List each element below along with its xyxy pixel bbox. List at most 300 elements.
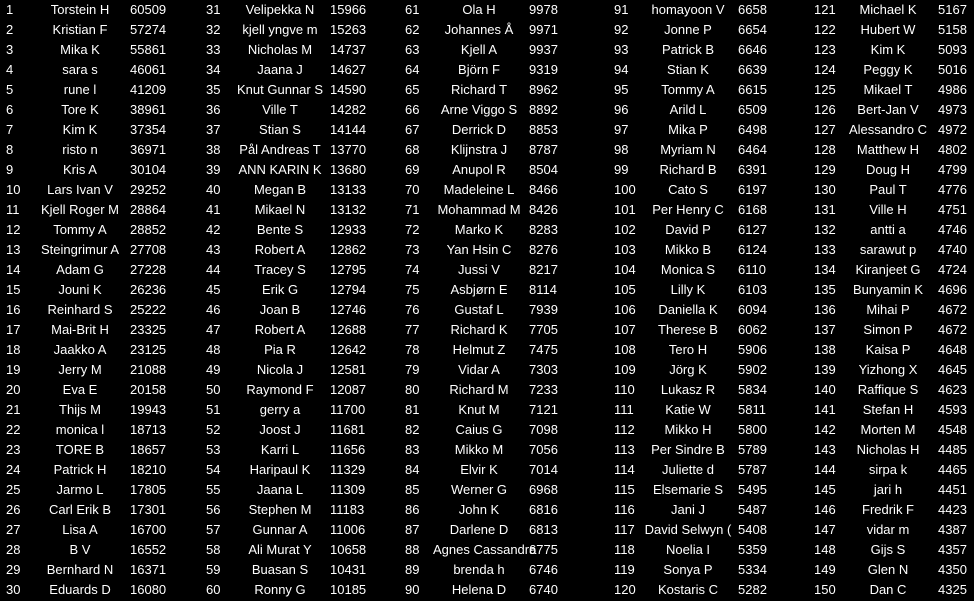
score-cell: 57274 bbox=[130, 22, 167, 37]
rank-cell: 150 bbox=[814, 582, 836, 597]
score-cell: 7475 bbox=[529, 342, 558, 357]
rank-cell: 128 bbox=[814, 142, 836, 157]
score-cell: 8962 bbox=[529, 82, 558, 97]
rank-cell: 93 bbox=[614, 42, 629, 57]
rank-cell: 100 bbox=[614, 182, 636, 197]
player-name-cell: Therese B bbox=[658, 322, 718, 337]
player-name-cell: Jaana L bbox=[256, 482, 304, 497]
rank-cell: 38 bbox=[206, 142, 221, 157]
rank-cell: 131 bbox=[814, 202, 836, 217]
player-name-cell: Kjell A bbox=[460, 42, 498, 57]
score-cell: 8276 bbox=[529, 242, 558, 257]
score-cell: 16080 bbox=[130, 582, 167, 597]
player-name-cell: Jonne P bbox=[664, 22, 712, 37]
player-name-cell: Lisa A bbox=[62, 522, 98, 537]
rank-cell: 46 bbox=[206, 302, 221, 317]
rank-cell: 108 bbox=[614, 342, 636, 357]
rank-cell: 89 bbox=[405, 562, 420, 577]
score-cell: 13680 bbox=[330, 162, 367, 177]
rank-cell: 65 bbox=[405, 82, 420, 97]
score-cell: 5800 bbox=[738, 422, 767, 437]
player-name-cell: Ronny G bbox=[254, 582, 306, 597]
score-cell: 12794 bbox=[330, 282, 367, 297]
rank-cell: 23 bbox=[6, 442, 21, 457]
player-name-cell: Marko K bbox=[454, 222, 504, 237]
player-name-cell: Juliette d bbox=[661, 462, 715, 477]
player-name-cell: Ola H bbox=[462, 2, 496, 17]
score-cell: 6094 bbox=[738, 302, 767, 317]
player-name-cell: Richard T bbox=[450, 82, 508, 97]
score-cell: 5834 bbox=[738, 382, 767, 397]
score-cell: 20158 bbox=[130, 382, 167, 397]
player-name-cell: Joan B bbox=[259, 302, 301, 317]
score-cell: 17301 bbox=[130, 502, 167, 517]
player-name-cell: Jussi V bbox=[458, 262, 500, 277]
score-cell: 4986 bbox=[938, 82, 967, 97]
player-name-cell: Stephen M bbox=[248, 502, 312, 517]
score-cell: 6615 bbox=[738, 82, 767, 97]
rank-cell: 124 bbox=[814, 62, 836, 77]
rank-cell: 10 bbox=[6, 182, 21, 197]
player-name-cell: Mai-Brit H bbox=[51, 322, 109, 337]
player-name-cell: Haripaul K bbox=[249, 462, 311, 477]
player-name-cell: Björn F bbox=[458, 62, 500, 77]
player-name-cell: Mohammad M bbox=[437, 202, 521, 217]
rank-cell: 88 bbox=[405, 542, 420, 557]
score-cell: 60509 bbox=[130, 2, 167, 17]
rank-cell: 52 bbox=[206, 422, 221, 437]
player-name-cell: Alessandro C bbox=[848, 122, 928, 137]
score-cell: 6464 bbox=[738, 142, 767, 157]
score-cell: 11329 bbox=[330, 462, 366, 477]
score-cell: 4451 bbox=[938, 482, 967, 497]
score-cell: 28852 bbox=[130, 222, 167, 237]
rank-cell: 2 bbox=[6, 22, 14, 37]
score-cell: 7233 bbox=[529, 382, 558, 397]
player-name-cell: Robert A bbox=[254, 242, 306, 257]
score-cell: 7056 bbox=[529, 442, 558, 457]
rank-cell: 22 bbox=[6, 422, 21, 437]
score-cell: 14737 bbox=[330, 42, 367, 57]
player-name-cell: Michael K bbox=[859, 2, 917, 17]
rank-cell: 28 bbox=[6, 542, 21, 557]
score-cell: 6391 bbox=[738, 162, 767, 177]
rank-cell: 105 bbox=[614, 282, 636, 297]
player-name-cell: Paul T bbox=[869, 182, 907, 197]
rank-cell: 78 bbox=[405, 342, 420, 357]
score-cell: 6968 bbox=[529, 482, 558, 497]
player-name-cell: Monica S bbox=[660, 262, 716, 277]
rank-cell: 47 bbox=[206, 322, 221, 337]
score-cell: 27708 bbox=[130, 242, 167, 257]
score-cell: 18657 bbox=[130, 442, 167, 457]
score-cell: 4485 bbox=[938, 442, 967, 457]
score-cell: 6746 bbox=[529, 562, 558, 577]
rank-cell: 146 bbox=[814, 502, 836, 517]
rank-cell: 121 bbox=[814, 2, 836, 17]
score-cell: 4746 bbox=[938, 222, 967, 237]
player-name-cell: Joost J bbox=[259, 422, 301, 437]
player-name-cell: Per Henry C bbox=[652, 202, 724, 217]
player-name-cell: Derrick D bbox=[451, 122, 507, 137]
rank-cell: 125 bbox=[814, 82, 836, 97]
rank-cell: 18 bbox=[6, 342, 21, 357]
player-name-cell: Matthew H bbox=[856, 142, 920, 157]
rank-cell: 61 bbox=[405, 2, 420, 17]
player-name-cell: Mikael T bbox=[863, 82, 913, 97]
player-name-cell: Cato S bbox=[668, 182, 708, 197]
score-cell: 5359 bbox=[738, 542, 767, 557]
rank-cell: 143 bbox=[814, 442, 836, 457]
rank-cell: 49 bbox=[206, 362, 221, 377]
player-name-cell: Gunnar A bbox=[252, 522, 308, 537]
score-cell: 14282 bbox=[330, 102, 367, 117]
score-cell: 6498 bbox=[738, 122, 767, 137]
score-cell: 12642 bbox=[330, 342, 367, 357]
player-name-cell: ANN KARIN K bbox=[238, 162, 322, 177]
player-name-cell: Tore K bbox=[61, 102, 99, 117]
player-name-cell: Jaana J bbox=[257, 62, 303, 77]
player-name-cell: Nicholas H bbox=[856, 442, 920, 457]
score-cell: 9971 bbox=[529, 22, 558, 37]
rank-cell: 9 bbox=[6, 162, 14, 177]
player-name-cell: Glen N bbox=[867, 562, 909, 577]
player-name-cell: Jaakko A bbox=[53, 342, 107, 357]
score-cell: 16552 bbox=[130, 542, 167, 557]
score-cell: 6062 bbox=[738, 322, 767, 337]
rank-cell: 36 bbox=[206, 102, 221, 117]
rank-cell: 106 bbox=[614, 302, 636, 317]
player-name-cell: Ville T bbox=[262, 102, 298, 117]
rank-cell: 35 bbox=[206, 82, 221, 97]
player-name-cell: Darlene D bbox=[449, 522, 509, 537]
rank-cell: 4 bbox=[6, 62, 14, 77]
player-name-cell: brenda h bbox=[453, 562, 505, 577]
score-cell: 11006 bbox=[330, 522, 366, 537]
score-cell: 10431 bbox=[330, 562, 367, 577]
player-name-cell: sara s bbox=[62, 62, 98, 77]
rank-cell: 148 bbox=[814, 542, 836, 557]
rank-cell: 71 bbox=[405, 202, 420, 217]
score-cell: 5789 bbox=[738, 442, 767, 457]
player-name-cell: Werner G bbox=[450, 482, 508, 497]
player-name-cell: Kiranjeet G bbox=[855, 262, 921, 277]
score-cell: 8787 bbox=[529, 142, 558, 157]
score-cell: 19943 bbox=[130, 402, 167, 417]
player-name-cell: Ville H bbox=[869, 202, 907, 217]
score-cell: 12933 bbox=[330, 222, 367, 237]
rank-cell: 101 bbox=[614, 202, 636, 217]
player-name-cell: Kristian F bbox=[52, 22, 108, 37]
rank-cell: 114 bbox=[614, 462, 635, 477]
score-cell: 4724 bbox=[938, 262, 967, 277]
player-name-cell: Katie W bbox=[665, 402, 711, 417]
score-cell: 12746 bbox=[330, 302, 367, 317]
rank-cell: 111 bbox=[614, 402, 634, 417]
score-cell: 8426 bbox=[529, 202, 558, 217]
score-cell: 38961 bbox=[130, 102, 167, 117]
rank-cell: 68 bbox=[405, 142, 420, 157]
rank-cell: 98 bbox=[614, 142, 629, 157]
player-name-cell: risto n bbox=[62, 142, 98, 157]
rank-cell: 113 bbox=[614, 442, 635, 457]
rank-cell: 72 bbox=[405, 222, 420, 237]
score-cell: 11309 bbox=[330, 482, 366, 497]
player-name-cell: Arild L bbox=[669, 102, 707, 117]
score-cell: 10185 bbox=[330, 582, 367, 597]
player-name-cell: Elsemarie S bbox=[652, 482, 724, 497]
player-name-cell: TORE B bbox=[55, 442, 105, 457]
rank-cell: 144 bbox=[814, 462, 836, 477]
player-name-cell: Kris A bbox=[63, 162, 97, 177]
rank-cell: 51 bbox=[206, 402, 221, 417]
score-cell: 10658 bbox=[330, 542, 367, 557]
score-cell: 4973 bbox=[938, 102, 967, 117]
score-cell: 4799 bbox=[938, 162, 967, 177]
score-cell: 4776 bbox=[938, 182, 967, 197]
player-name-cell: Buasan S bbox=[251, 562, 309, 577]
score-cell: 28864 bbox=[130, 202, 167, 217]
score-cell: 6124 bbox=[738, 242, 767, 257]
player-name-cell: Nicola J bbox=[256, 362, 304, 377]
player-name-cell: David Selwyn ( bbox=[644, 522, 732, 537]
score-cell: 13132 bbox=[330, 202, 367, 217]
score-cell: 5408 bbox=[738, 522, 767, 537]
rank-cell: 69 bbox=[405, 162, 420, 177]
score-cell: 11183 bbox=[330, 502, 365, 517]
player-name-cell: Per Sindre B bbox=[651, 442, 725, 457]
rank-cell: 145 bbox=[814, 482, 836, 497]
score-cell: 36971 bbox=[130, 142, 167, 157]
player-name-cell: Mikko B bbox=[664, 242, 712, 257]
score-cell: 6110 bbox=[738, 262, 766, 277]
rank-cell: 90 bbox=[405, 582, 420, 597]
rank-cell: 135 bbox=[814, 282, 836, 297]
player-name-cell: rune l bbox=[63, 82, 97, 97]
player-name-cell: Mikael N bbox=[254, 202, 306, 217]
score-cell: 41209 bbox=[130, 82, 167, 97]
rank-cell: 56 bbox=[206, 502, 221, 517]
rank-cell: 64 bbox=[405, 62, 420, 77]
rank-cell: 58 bbox=[206, 542, 221, 557]
score-cell: 5093 bbox=[938, 42, 967, 57]
rank-cell: 70 bbox=[405, 182, 420, 197]
player-name-cell: Kostaris C bbox=[658, 582, 718, 597]
rank-cell: 91 bbox=[614, 2, 629, 17]
player-name-cell: Elvir K bbox=[460, 462, 498, 477]
rank-cell: 5 bbox=[6, 82, 14, 97]
rank-cell: 40 bbox=[206, 182, 221, 197]
score-cell: 12862 bbox=[330, 242, 367, 257]
player-name-cell: Mihai P bbox=[866, 302, 910, 317]
player-name-cell: Ali Murat Y bbox=[248, 542, 312, 557]
rank-cell: 16 bbox=[6, 302, 21, 317]
player-name-cell: Knut Gunnar S bbox=[237, 82, 323, 97]
score-cell: 4357 bbox=[938, 542, 967, 557]
score-cell: 5158 bbox=[938, 22, 967, 37]
rank-cell: 44 bbox=[206, 262, 221, 277]
player-name-cell: Yan Hsin C bbox=[446, 242, 512, 257]
score-cell: 4423 bbox=[938, 502, 967, 517]
player-name-cell: Eduards D bbox=[49, 582, 111, 597]
score-cell: 8114 bbox=[529, 282, 557, 297]
score-cell: 46061 bbox=[130, 62, 167, 77]
rank-cell: 62 bbox=[405, 22, 420, 37]
rank-cell: 149 bbox=[814, 562, 836, 577]
score-cell: 6127 bbox=[738, 222, 767, 237]
score-cell: 27228 bbox=[130, 262, 167, 277]
score-cell: 5282 bbox=[738, 582, 767, 597]
score-cell: 4645 bbox=[938, 362, 967, 377]
rank-cell: 123 bbox=[814, 42, 836, 57]
rank-cell: 119 bbox=[614, 562, 635, 577]
rank-cell: 25 bbox=[6, 482, 21, 497]
rank-cell: 30 bbox=[6, 582, 21, 597]
score-cell: 4740 bbox=[938, 242, 967, 257]
score-cell: 8283 bbox=[529, 222, 558, 237]
player-name-cell: B V bbox=[69, 542, 91, 557]
score-cell: 5016 bbox=[938, 62, 967, 77]
rank-cell: 138 bbox=[814, 342, 836, 357]
score-cell: 7014 bbox=[529, 462, 558, 477]
score-cell: 4751 bbox=[938, 202, 967, 217]
rank-cell: 95 bbox=[614, 82, 629, 97]
rank-cell: 129 bbox=[814, 162, 836, 177]
player-name-cell: Daniella K bbox=[658, 302, 718, 317]
score-cell: 17805 bbox=[130, 482, 167, 497]
score-cell: 21088 bbox=[130, 362, 167, 377]
score-cell: 5811 bbox=[738, 402, 766, 417]
score-cell: 12795 bbox=[330, 262, 367, 277]
player-name-cell: Caius G bbox=[455, 422, 503, 437]
player-name-cell: Tero H bbox=[668, 342, 708, 357]
player-name-cell: Yizhong X bbox=[858, 362, 918, 377]
rank-cell: 147 bbox=[814, 522, 836, 537]
player-name-cell: Hubert W bbox=[860, 22, 916, 37]
score-cell: 4672 bbox=[938, 302, 967, 317]
rank-cell: 76 bbox=[405, 302, 420, 317]
player-name-cell: Bunyamin K bbox=[852, 282, 924, 297]
score-cell: 11700 bbox=[330, 402, 366, 417]
rank-cell: 32 bbox=[206, 22, 221, 37]
rank-cell: 26 bbox=[6, 502, 21, 517]
score-cell: 6740 bbox=[529, 582, 558, 597]
rank-cell: 103 bbox=[614, 242, 636, 257]
rank-cell: 104 bbox=[614, 262, 636, 277]
score-cell: 18210 bbox=[130, 462, 167, 477]
rank-cell: 133 bbox=[814, 242, 836, 257]
player-name-cell: Carl Erik B bbox=[48, 502, 112, 517]
score-cell: 23125 bbox=[130, 342, 167, 357]
player-name-cell: Noelia I bbox=[665, 542, 711, 557]
score-cell: 8217 bbox=[529, 262, 558, 277]
player-name-cell: Sonya P bbox=[663, 562, 713, 577]
player-name-cell: Helena D bbox=[451, 582, 507, 597]
player-name-cell: Bernhard N bbox=[46, 562, 114, 577]
rank-cell: 55 bbox=[206, 482, 221, 497]
player-name-cell: jari h bbox=[873, 482, 903, 497]
score-cell: 8466 bbox=[529, 182, 558, 197]
rank-cell: 14 bbox=[6, 262, 21, 277]
rank-cell: 99 bbox=[614, 162, 629, 177]
player-name-cell: Doug H bbox=[865, 162, 911, 177]
rank-cell: 80 bbox=[405, 382, 420, 397]
score-cell: 4648 bbox=[938, 342, 967, 357]
rank-cell: 24 bbox=[6, 462, 21, 477]
rank-cell: 130 bbox=[814, 182, 836, 197]
player-name-cell: Gijs S bbox=[870, 542, 906, 557]
rank-cell: 107 bbox=[614, 322, 636, 337]
player-name-cell: Dan C bbox=[869, 582, 907, 597]
score-cell: 6197 bbox=[738, 182, 767, 197]
player-name-cell: Raffique S bbox=[857, 382, 919, 397]
rank-cell: 118 bbox=[614, 542, 635, 557]
player-name-cell: David P bbox=[665, 222, 711, 237]
score-cell: 25222 bbox=[130, 302, 167, 317]
score-cell: 15263 bbox=[330, 22, 367, 37]
player-name-cell: Lilly K bbox=[670, 282, 706, 297]
score-cell: 7098 bbox=[529, 422, 558, 437]
score-cell: 12581 bbox=[330, 362, 367, 377]
player-name-cell: Klijnstra J bbox=[450, 142, 508, 157]
score-cell: 4548 bbox=[938, 422, 967, 437]
rank-cell: 142 bbox=[814, 422, 836, 437]
score-cell: 7705 bbox=[529, 322, 558, 337]
player-name-cell: Kaisa P bbox=[865, 342, 911, 357]
rank-cell: 1 bbox=[6, 2, 14, 17]
player-name-cell: Nicholas M bbox=[247, 42, 313, 57]
score-cell: 4387 bbox=[938, 522, 967, 537]
rank-cell: 57 bbox=[206, 522, 221, 537]
player-name-cell: Steingrimur A bbox=[40, 242, 120, 257]
player-name-cell: Richard M bbox=[449, 382, 509, 397]
rank-cell: 21 bbox=[6, 402, 21, 417]
player-name-cell: Anupol R bbox=[452, 162, 506, 177]
rank-cell: 42 bbox=[206, 222, 221, 237]
score-cell: 29252 bbox=[130, 182, 167, 197]
rank-cell: 117 bbox=[614, 522, 635, 537]
score-cell: 6509 bbox=[738, 102, 767, 117]
score-cell: 15966 bbox=[330, 2, 367, 17]
rank-cell: 81 bbox=[405, 402, 420, 417]
player-name-cell: sarawut p bbox=[859, 242, 917, 257]
player-name-cell: Karri L bbox=[260, 442, 300, 457]
rank-cell: 7 bbox=[6, 122, 14, 137]
player-name-cell: Jouni K bbox=[58, 282, 102, 297]
player-name-cell: kjell yngve m bbox=[242, 22, 318, 37]
player-name-cell: gerry a bbox=[259, 402, 301, 417]
score-cell: 14144 bbox=[330, 122, 367, 137]
score-cell: 4696 bbox=[938, 282, 967, 297]
rank-cell: 75 bbox=[405, 282, 420, 297]
score-cell: 4593 bbox=[938, 402, 967, 417]
rank-cell: 97 bbox=[614, 122, 629, 137]
score-cell: 6775 bbox=[529, 542, 558, 557]
rank-cell: 92 bbox=[614, 22, 629, 37]
rank-cell: 120 bbox=[614, 582, 636, 597]
player-name-cell: Bente S bbox=[256, 222, 304, 237]
rank-cell: 116 bbox=[614, 502, 635, 517]
player-name-cell: Richard K bbox=[450, 322, 508, 337]
rank-cell: 50 bbox=[206, 382, 221, 397]
player-name-cell: Thijs M bbox=[59, 402, 101, 417]
score-cell: 30104 bbox=[130, 162, 167, 177]
player-name-cell: Kjell Roger M bbox=[40, 202, 120, 217]
rank-cell: 74 bbox=[405, 262, 420, 277]
score-cell: 6813 bbox=[529, 522, 558, 537]
score-cell: 5902 bbox=[738, 362, 767, 377]
rank-cell: 31 bbox=[206, 2, 221, 17]
